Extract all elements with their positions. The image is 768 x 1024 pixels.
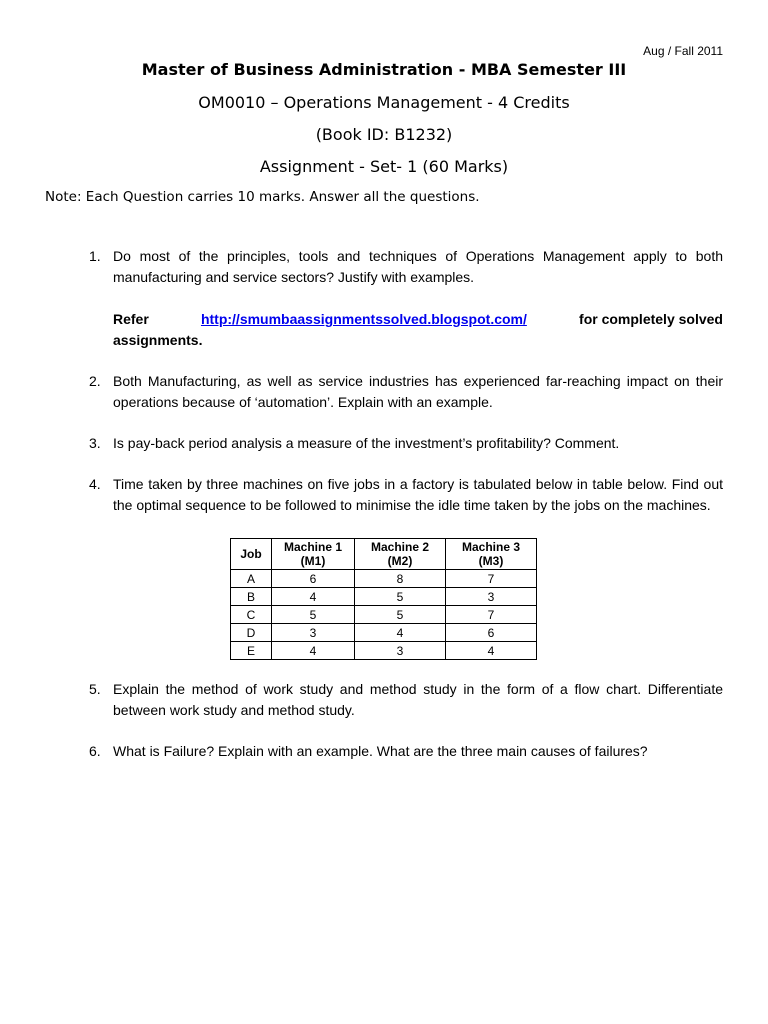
assignment-title: Assignment - Set- 1 (60 Marks) [259, 157, 509, 176]
m3-cell: 3 [446, 588, 537, 606]
question-2 [89, 371, 723, 413]
m2-cell: 5 [355, 588, 446, 606]
refer-prefix: Refer [113, 311, 149, 327]
question-4 [89, 474, 723, 516]
machine-times-table [230, 538, 537, 660]
header-job [231, 539, 272, 570]
m1-cell: 4 [272, 588, 355, 606]
m2-cell: 8 [355, 570, 446, 588]
header-label: Machine 1 [283, 540, 343, 554]
table-row [231, 570, 537, 588]
header-sublabel: (M1) [300, 554, 326, 568]
header-machine-3 [446, 539, 537, 570]
question-text: Explain the method of work study and method study in the form of a flow chart. Differentiate between work study and method study. [113, 681, 723, 718]
table-row [231, 642, 537, 660]
question-number: 5. [89, 681, 101, 697]
header-sublabel: (M2) [387, 554, 413, 568]
question-number: 6. [89, 743, 101, 759]
header-sublabel: (M3) [478, 554, 504, 568]
m3-cell: 4 [446, 642, 537, 660]
question-3 [89, 433, 723, 454]
session-label: Aug / Fall 2011 [643, 44, 723, 58]
instructions-note: Note: Each Question carries 10 marks. Answer all the questions. [45, 189, 480, 205]
header-machine-1 [272, 539, 355, 570]
question-number: 2. [89, 373, 101, 389]
question-number: 4. [89, 476, 101, 492]
program-title: Master of Business Administration - MBA Semester III [141, 60, 627, 79]
refer-line-2: assignments. [113, 332, 203, 348]
table-row [231, 624, 537, 642]
m3-cell: 7 [446, 606, 537, 624]
m1-cell: 6 [272, 570, 355, 588]
header-label: Machine 3 [461, 540, 521, 554]
m1-cell: 4 [272, 642, 355, 660]
refer-suffix: for completely solved [579, 311, 723, 327]
question-text: Both Manufacturing, as well as service industries has experienced far-reaching impact on their operations because of ‘automation’. Explain with an example. [113, 373, 723, 410]
table-row [231, 606, 537, 624]
job-cell: C [231, 606, 272, 624]
question-5 [89, 679, 723, 721]
header-label: Job [240, 547, 262, 561]
m3-cell: 6 [446, 624, 537, 642]
course-title: OM0010 – Operations Management - 4 Credits [198, 93, 570, 112]
question-number: 1. [89, 248, 101, 264]
m1-cell: 3 [272, 624, 355, 642]
question-6 [89, 741, 723, 762]
header-label: Machine 2 [370, 540, 430, 554]
job-cell: B [231, 588, 272, 606]
question-number: 3. [89, 435, 101, 451]
question-text: Is pay-back period analysis a measure of the investment’s profitability? Comment. [113, 435, 620, 451]
table-row [231, 588, 537, 606]
job-cell: D [231, 624, 272, 642]
question-text: Do most of the principles, tools and techniques of Operations Management apply to both manufacturing and service sectors? Justify with examples. [113, 248, 723, 285]
table-header-row [231, 539, 537, 570]
question-text: Time taken by three machines on five jobs in a factory is tabulated below in table below. Find out the optimal sequence to be followed to minimise the idle time taken by the jobs on the machines. [113, 476, 723, 513]
book-id: (Book ID: B1232) [315, 125, 453, 144]
refer-note [113, 309, 723, 351]
m3-cell: 7 [446, 570, 537, 588]
question-1 [89, 246, 723, 288]
m2-cell: 3 [355, 642, 446, 660]
question-text: What is Failure? Explain with an example. What are the three main causes of failures? [113, 743, 648, 759]
job-cell: E [231, 642, 272, 660]
m2-cell: 4 [355, 624, 446, 642]
header-machine-2 [355, 539, 446, 570]
m2-cell: 5 [355, 606, 446, 624]
job-cell: A [231, 570, 272, 588]
solutions-link[interactable]: http://smumbaassignmentssolved.blogspot.com/ [200, 311, 527, 327]
m1-cell: 5 [272, 606, 355, 624]
